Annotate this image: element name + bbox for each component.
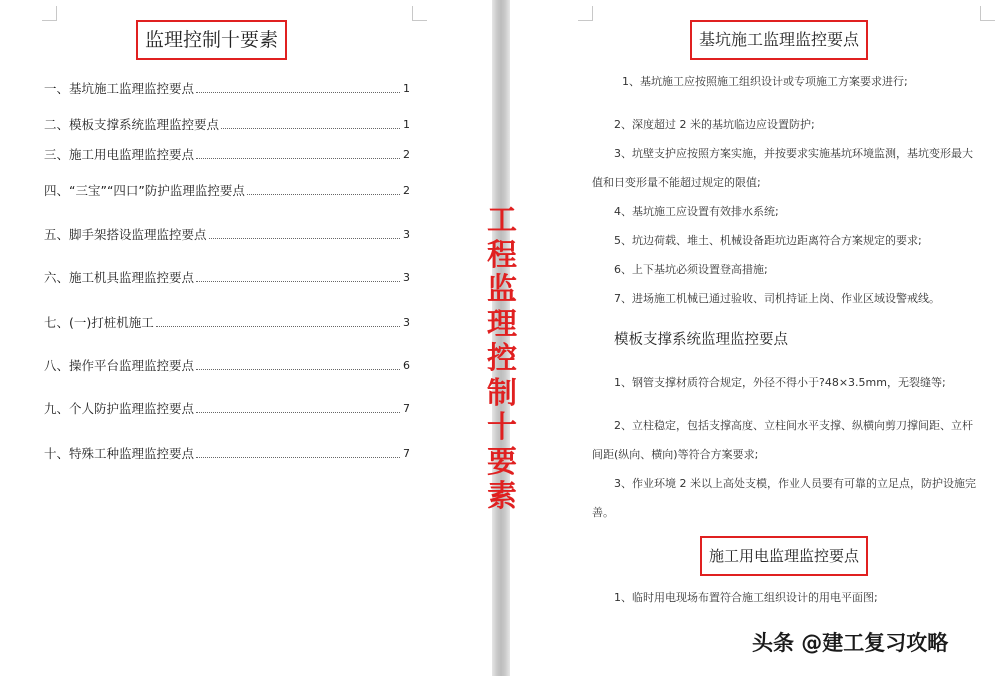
page-corner-mark bbox=[412, 6, 427, 21]
body-text-line: 1、基坑施工应按照施工组织设计或专项施工方案要求进行; bbox=[622, 75, 908, 88]
toc-leader-dots bbox=[221, 128, 400, 129]
vertical-title-char: 理 bbox=[487, 306, 517, 342]
toc-leader-dots bbox=[209, 238, 400, 239]
toc-item-label: 十、特殊工种监理监控要点 bbox=[44, 446, 195, 461]
toc-page-number: 6 bbox=[403, 359, 410, 372]
vertical-title-char: 控 bbox=[487, 341, 517, 376]
left-page bbox=[0, 0, 492, 676]
toc-leader-dots bbox=[196, 92, 400, 93]
toc-leader-dots bbox=[196, 158, 400, 159]
vertical-title-char: 程 bbox=[487, 237, 517, 273]
toc-leader-dots bbox=[156, 326, 400, 327]
toc-leader-dots bbox=[196, 457, 400, 458]
toc-item-label: 一、基坑施工监理监控要点 bbox=[44, 81, 195, 96]
body-text-line: 7、进场施工机械已通过验收、司机持证上岗、作业区域设警戒线。 bbox=[614, 292, 940, 305]
body-text-line: 1、钢管支撑材质符合规定，外径不得小于?48×3.5mm，无裂缝等; bbox=[614, 376, 946, 389]
toc-item[interactable] bbox=[44, 146, 410, 164]
vertical-title-char: 工 bbox=[487, 203, 517, 238]
toc-item-label: 三、施工用电监理监控要点 bbox=[44, 147, 195, 162]
page-corner-mark bbox=[42, 6, 57, 21]
page-corner-mark bbox=[980, 6, 995, 21]
body-text-line: 4、基坑施工应设置有效排水系统; bbox=[614, 205, 779, 218]
toc-leader-dots bbox=[196, 369, 400, 370]
toc-leader-dots bbox=[196, 281, 400, 282]
body-text-line: 3、坑壁支护应按照方案实施，并按要求实施基坑环境监测，基坑变形最大 bbox=[614, 147, 973, 160]
toc-page-number: 3 bbox=[403, 271, 410, 284]
toc-page-number: 1 bbox=[403, 118, 410, 131]
document-title: 监理控制十要素 bbox=[136, 20, 287, 60]
toc-item-label: 五、脚手架搭设监理监控要点 bbox=[44, 227, 207, 242]
toc-page-number: 1 bbox=[403, 82, 410, 95]
toc-item[interactable] bbox=[44, 400, 410, 418]
toc-leader-dots bbox=[247, 194, 400, 195]
toc-item[interactable] bbox=[44, 80, 410, 98]
vertical-title-char: 制 bbox=[487, 375, 517, 411]
toc-page-number: 2 bbox=[403, 184, 410, 197]
toc-item[interactable] bbox=[44, 269, 410, 287]
toc-item-label: 六、施工机具监理监控要点 bbox=[44, 270, 195, 285]
toc-item-label: 四、“三宝”“四口”防护监理监控要点 bbox=[44, 183, 245, 198]
toc-page-number: 7 bbox=[403, 447, 410, 460]
body-text-line: 5、坑边荷载、堆土、机械设备距坑边距离符合方案规定的要求; bbox=[614, 234, 922, 247]
toc-leader-dots bbox=[196, 412, 400, 413]
toc-item[interactable] bbox=[44, 116, 410, 134]
source-watermark: 头条 @建工复习攻略 bbox=[752, 631, 949, 655]
vertical-title-char: 素 bbox=[487, 479, 517, 514]
body-text-line: 值和日变形量不能超过规定的限值; bbox=[592, 176, 761, 189]
body-text-line: 2、深度超过 2 米的基坑临边应设置防护; bbox=[614, 118, 815, 131]
toc-item-label: 二、模板支撑系统监理监控要点 bbox=[44, 117, 220, 132]
body-text-line: 间距(纵向、横向)等符合方案要求; bbox=[592, 448, 759, 461]
toc-page-number: 2 bbox=[403, 148, 410, 161]
vertical-title-char: 要 bbox=[487, 444, 517, 480]
toc-item-label: 八、操作平台监理监控要点 bbox=[44, 358, 195, 373]
toc-page-number: 3 bbox=[403, 228, 410, 241]
body-text-line: 1、临时用电现场布置符合施工组织设计的用电平面图; bbox=[614, 591, 878, 604]
toc-page-number: 3 bbox=[403, 316, 410, 329]
toc-item[interactable] bbox=[44, 182, 410, 200]
section-title-electricity: 施工用电监理监控要点 bbox=[700, 536, 868, 576]
body-text-line: 2、立柱稳定，包括支撑高度、立柱间水平支撑、纵横向剪刀撑间距、立杆 bbox=[614, 419, 973, 432]
toc-page-number: 7 bbox=[403, 402, 410, 415]
vertical-title-char: 监 bbox=[487, 272, 517, 307]
toc-item[interactable] bbox=[44, 357, 410, 375]
toc-item-label: 九、个人防护监理监控要点 bbox=[44, 401, 195, 416]
toc-item-label: 七、(一)打桩机施工 bbox=[44, 315, 154, 330]
vertical-title bbox=[480, 204, 524, 515]
body-text-line: 善。 bbox=[592, 506, 614, 519]
right-page bbox=[510, 0, 1006, 676]
toc-item[interactable] bbox=[44, 445, 410, 463]
page-corner-mark bbox=[578, 6, 593, 21]
toc-item[interactable] bbox=[44, 226, 410, 244]
section-title-formwork: 模板支撑系统监理监控要点 bbox=[614, 332, 788, 348]
vertical-title-char: 十 bbox=[487, 410, 517, 445]
section-title-foundation-pit: 基坑施工监理监控要点 bbox=[690, 20, 868, 60]
body-text-line: 3、作业环境 2 米以上高处支模，作业人员要有可靠的立足点，防护设施完 bbox=[614, 477, 976, 490]
body-text-line: 6、上下基坑必须设置登高措施; bbox=[614, 263, 768, 276]
toc-item[interactable] bbox=[44, 314, 410, 332]
